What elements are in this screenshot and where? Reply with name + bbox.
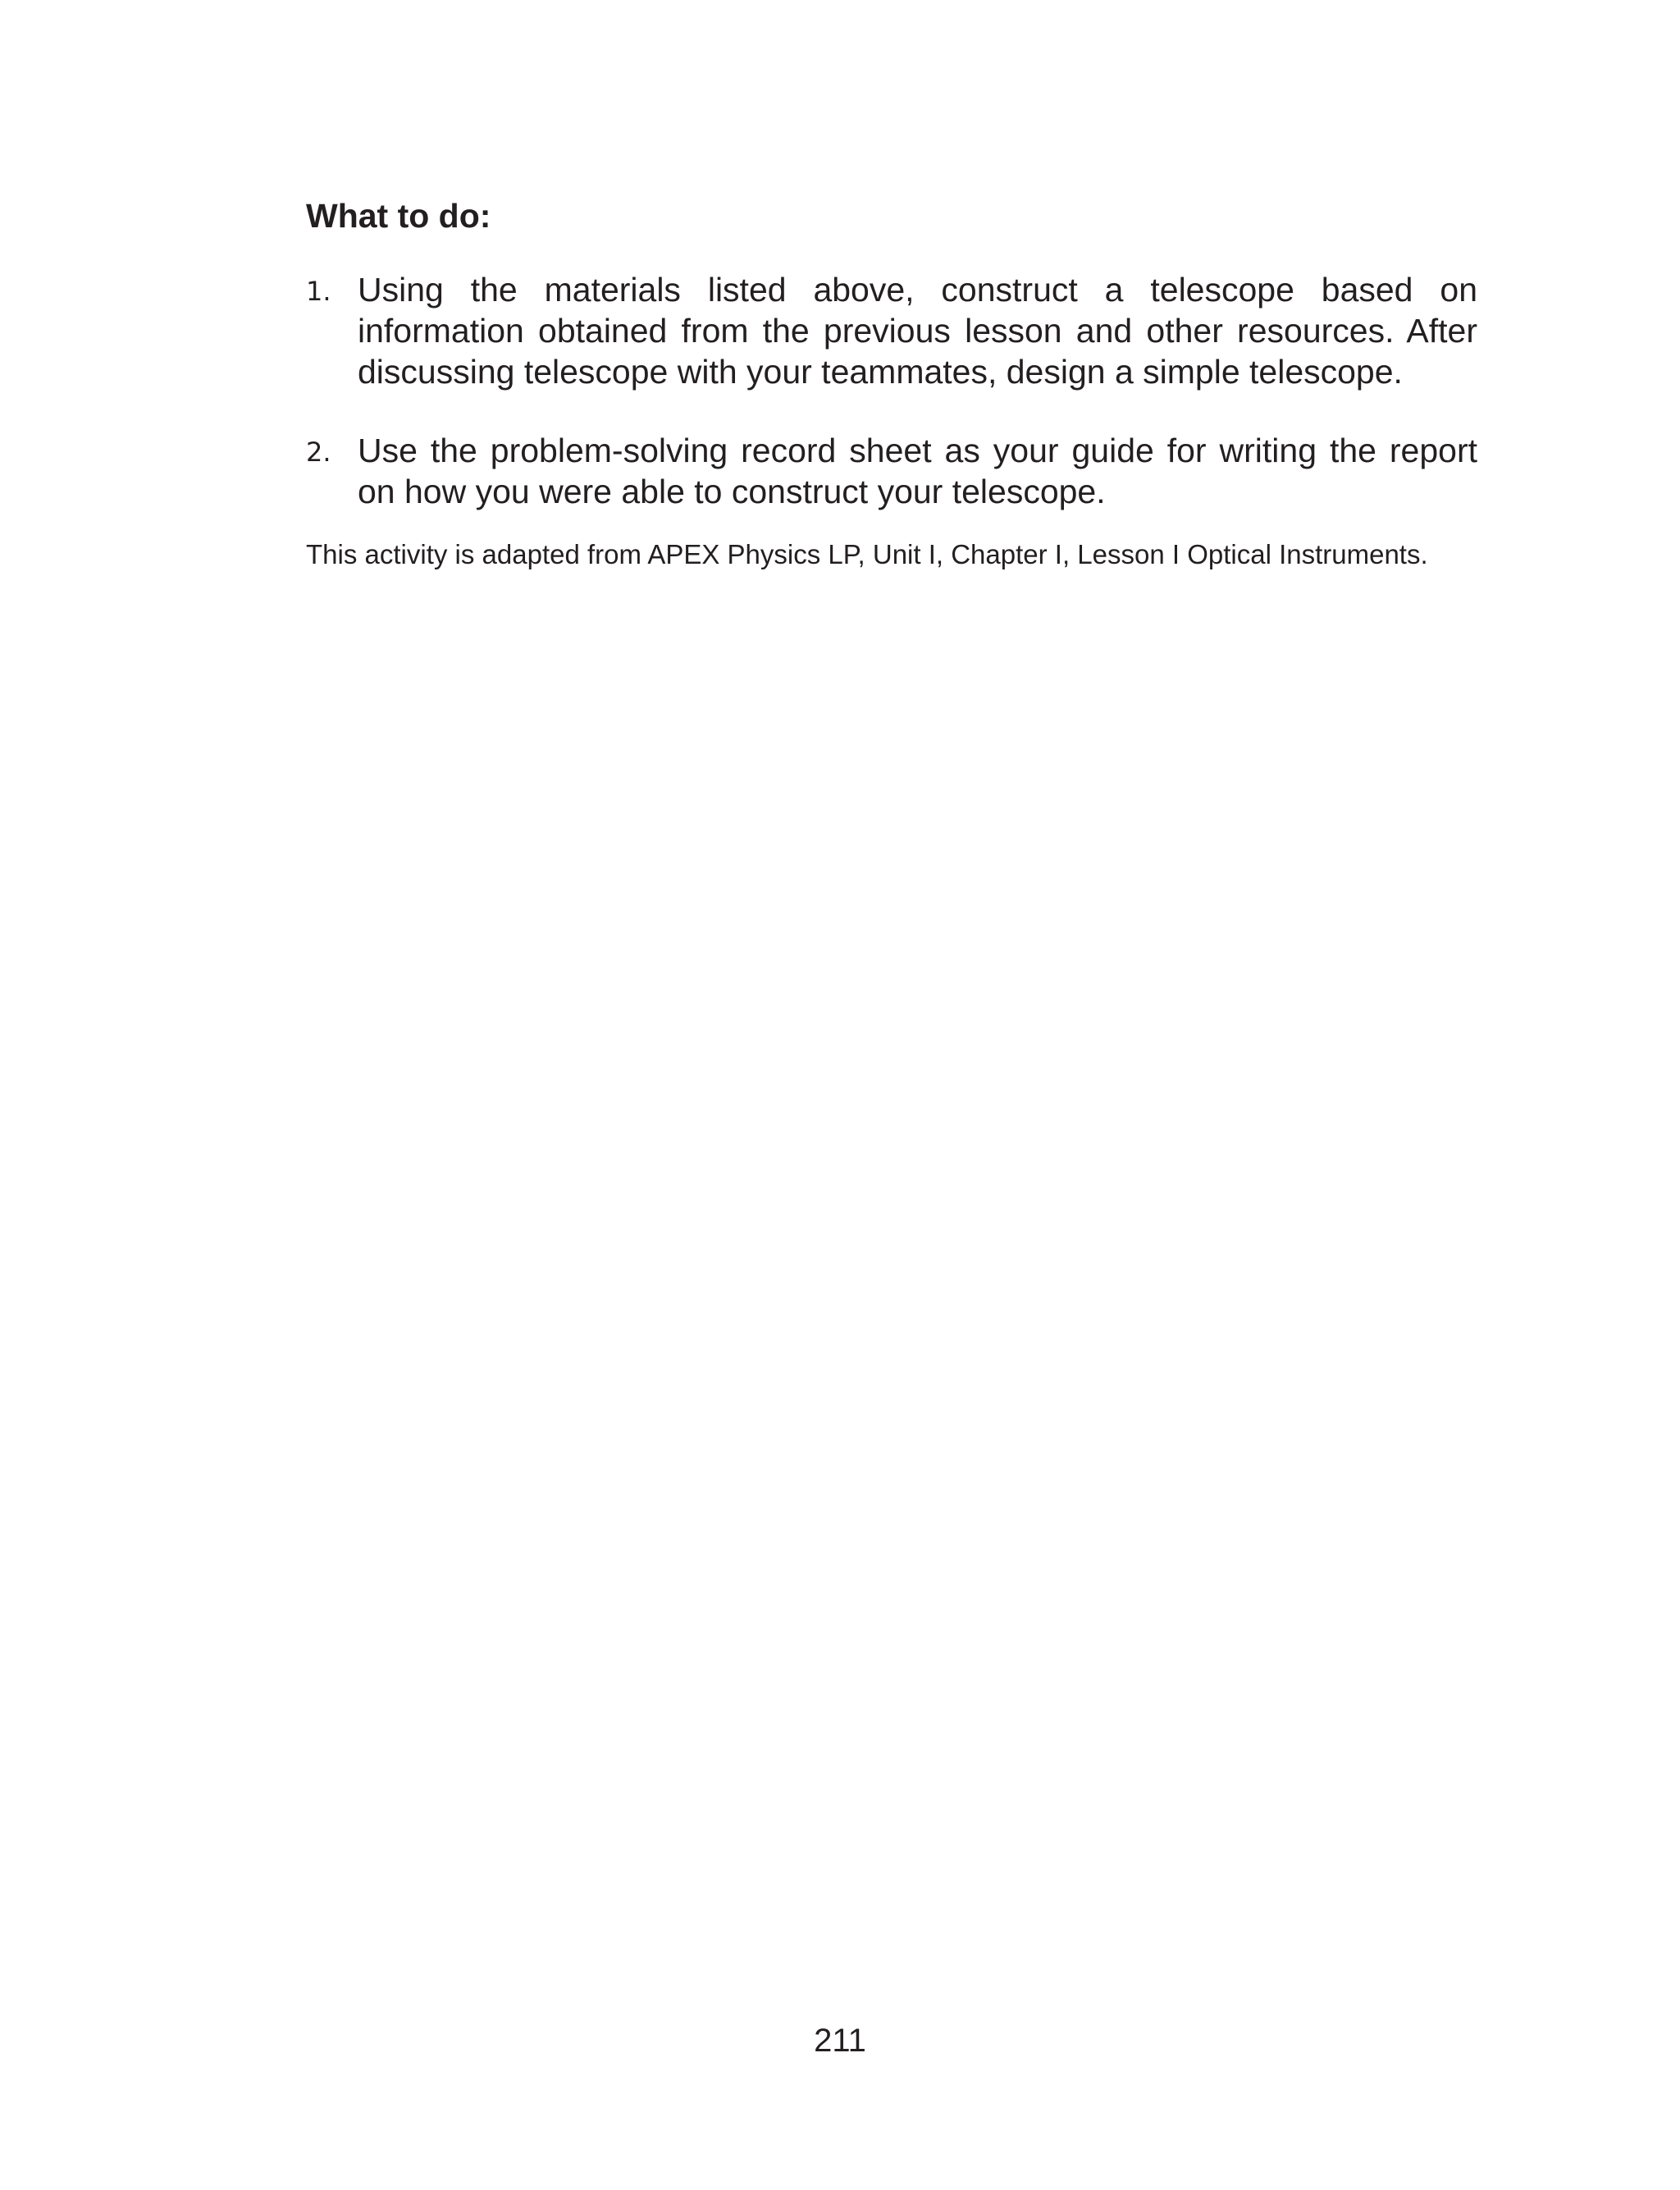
- list-item-number: 1.: [306, 276, 331, 307]
- steps-list: [306, 269, 1477, 512]
- source-note: This activity is adapted from APEX Physics LP, Unit I, Chapter I, Lesson I Optical Instruments.: [306, 539, 1428, 569]
- list-item-text: Use the problem-solving record sheet as your guide for writing the report on how you were able to construct your telescope.: [358, 432, 1477, 510]
- list-item-number: 2.: [306, 437, 331, 468]
- page-content: [306, 195, 1477, 571]
- page-number: 211: [814, 2023, 866, 2059]
- list-item: [306, 430, 1477, 512]
- list-item: [306, 269, 1477, 392]
- list-item-text: Using the materials listed above, construct a telescope based on information obtained from the previous lesson and other resources. After discussing telescope with your teammates, design a simple telescope.: [358, 271, 1477, 391]
- section-heading: What to do:: [306, 197, 491, 235]
